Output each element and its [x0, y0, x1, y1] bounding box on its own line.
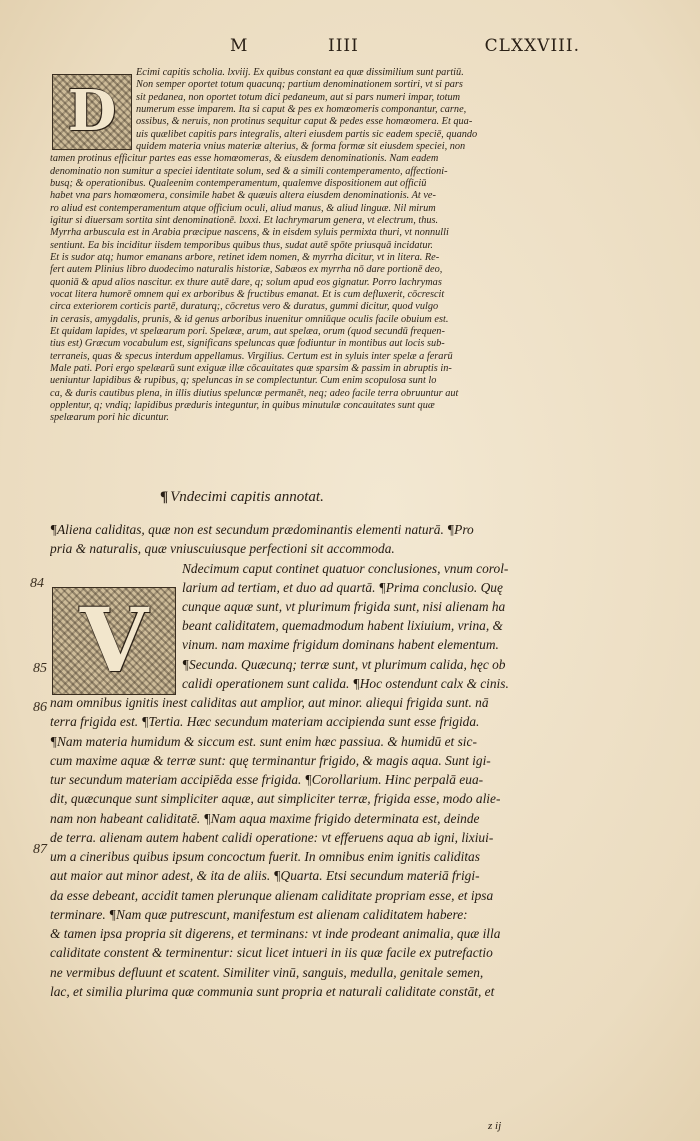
scholia-line: habet vna pars homœomera, consimile habet & quæuis altera eiusdem denominationis. At ve-	[50, 190, 436, 201]
scholia-line: ro aliud est contemperamentum atque officium oculi, aliud manus, & aliud linguæ. Nil mirum	[50, 203, 436, 214]
scholia-line: busq; & operationibus. Qualeenim contemperamentum, qualemve dispositionem aut officiū	[50, 178, 427, 189]
scholia-line: Et quidam lapides, vt spelæarum pori. Spelææ, arum, aut spelæa, orum (quod secundū frequen-	[50, 326, 445, 337]
annotation-line: & tamen ipsa propria sit digerens, et terminans: vt inde prodeant animalia, quæ illa	[50, 926, 501, 941]
annotation-line: aut maior aut minor adest, & ita de aliis. ¶Quarta. Etsi secundum materiā frigi-	[50, 868, 480, 883]
scholia-line: igitur si diuersam sortita sint denominationē. lxxxi. Et lachrymarum genera, vt electrum, thus.	[50, 215, 439, 226]
scholia-line: opplentur, q; vndiq; lapidibus præduris integuntur, in quibus minutulæ concauitates sunt quæ	[50, 400, 435, 411]
scholia-line: Myrrha arbuscula est in Arabia præcipue nascens, & in eisdem syluis permixta thuri, vt nonnulli	[50, 227, 449, 238]
pilcrow-mark: ¶	[160, 489, 169, 505]
annotation-line: caliditate constent & terminentur: sicut licet intueri in iis quæ facile ex putrefactio	[50, 945, 493, 960]
annotation-line: da esse debeant, accidit tamen plerunque alienam caliditate propriam esse, et ipsa	[50, 888, 494, 903]
annotation-line: larium ad tertiam, et duo ad quartā. ¶Prima conclusio. Quę	[182, 580, 503, 595]
scholia-line: numerum esse imparem. Ita si caput & pes ex homœomeris componantur, carne,	[136, 104, 467, 115]
scholia-line: tius est) Græcum vocabulum est, significans speluncas quæ fodiuntur in montibus aut locis sub-	[50, 338, 445, 349]
annotation-line: nam omnibus ignitis inest caliditas aut amplior, aut minor. aliequi frigida sunt. nā	[50, 695, 489, 710]
scholia-line: ueniuntur lapidibus & rupibus, q; speluncas in se complectuntur. Cum enim scopulosa sunt lo	[50, 375, 437, 386]
annotation-line: um a cineribus quibus ipsum concoctum fuerit. In omnibus enim ignitis caliditas	[50, 849, 480, 864]
drop-initial-d	[52, 74, 132, 150]
annotation-line: ¶Secunda. Quæcunq; terræ sunt, vt plurimum calida, hęc ob	[182, 657, 506, 672]
header-gathering: M	[230, 36, 249, 56]
scholia-line: terraneis, quas & specus interdum appellamus. Virgilius. Certum est in syluis inter spelæ a ferarū	[50, 351, 453, 362]
scholia-line: Non semper oportet totum quacunq; partium denominationem sortiri, vt si pars	[136, 79, 463, 90]
section-heading-text: Vndecimi capitis annotat.	[170, 489, 324, 505]
scholia-line: fert autem Plinius libro duodecimo naturalis historiæ, Sabæos ex myrrha nō dare portionē deo,	[50, 264, 443, 275]
running-header	[200, 36, 580, 56]
scholia-line: ossibus, & neruis, non protinus sequitur caput & pedes esse homœomera. Et qua-	[136, 116, 473, 127]
annotation-line: Ndecimum caput continet quatuor conclusiones, vnum corol-	[182, 561, 509, 576]
annotation-line: tur secundum materiam accipiēda esse frigida. ¶Corollarium. Hinc perpalā eua-	[50, 772, 484, 787]
annotation-line: cum maxime aquæ & terræ sunt: quę terminantur frigido, & magis aqua. Sunt igi-	[50, 753, 491, 768]
annotation-line: ne vermibus defluunt et scatent. Similiter vinū, sanguis, medulla, genitale semen,	[50, 965, 484, 980]
annotation-line: ¶Nam materia humidum & siccum est. sunt enim hæc passiua. & humidū et sic-	[50, 734, 477, 749]
margin-line-number: 84	[30, 576, 44, 591]
scholia-line: Ecimi capitis scholia. lxviij. Ex quibus constant ea quæ dissimilium sunt partiū.	[136, 67, 464, 78]
header-quire: IIII	[328, 36, 359, 56]
annotation-line: dit, quæcunque sunt simpliciter aquæ, aut simpliciter terræ, frigida esse, modo alie-	[50, 791, 501, 806]
scholia-line: uis quælibet capitis pars integralis, alteri eiusdem partis sic eadem speciē, quando	[136, 129, 478, 140]
annotation-line: ¶Aliena caliditas, quæ non est secundum prædominantis elementi naturā. ¶Pro	[50, 522, 474, 537]
scholia-line: denominatio non sumitur a speciei identitate solum, sed & a simili contemperamento, affectioni-	[50, 166, 448, 177]
drop-initial-v	[52, 587, 176, 695]
margin-line-number: 87	[33, 842, 47, 857]
scholia-line: ca, & duris cautibus plena, in illis diutius speluncæ permanēt, neq; adeo facile terra obruuntur aut	[50, 388, 459, 399]
scholia-line: sentiunt. Ea bis inciditur iisdem temporibus quibus thus, sudat autē spōte priusquā incidatur.	[50, 240, 433, 251]
scholia-line: sit pedanea, non oportet totum dici pedaneum, aut si pars numeri impar, totum	[136, 92, 461, 103]
annotation-line: de terra. alienam autem habent calidi operatione: vt efferuens aqua ab igni, lixiui-	[50, 830, 494, 845]
annotation-line: terminare. ¶Nam quæ putrescunt, manifestum est alienam caliditatem habere:	[50, 907, 468, 922]
initial-letter: D	[67, 78, 117, 144]
annotation-line: nam non habeant caliditatē. ¶Nam aqua maxime frigido determinata est, deinde	[50, 811, 480, 826]
signature-mark: z ij	[488, 1120, 502, 1132]
margin-line-number: 86	[33, 700, 47, 715]
annotation-line: calidi operationem sunt calida. ¶Hoc ostendunt calx & cinis.	[182, 676, 509, 691]
scholia-line: Male pati. Pori ergo spelæarū sunt exiguæ illæ cōcauitates quæ sparsim & passim in abruptis in-	[50, 363, 452, 374]
annotation-line: beant caliditatem, quemadmodum habent lixiuium, vrina, &	[182, 618, 503, 633]
annotation-line: lac, et similia plurima quæ communia sunt propria et naturali caliditate constāt, et	[50, 984, 495, 999]
header-folio-number: CLXXVIII.	[484, 36, 580, 56]
margin-line-number: 85	[33, 661, 47, 676]
initial-letter: V	[79, 588, 149, 692]
annotation-line: pria & naturalis, quæ vniuscuiusque perfectioni sit accommoda.	[50, 541, 395, 556]
annotation-line: vinum. nam maxime frigidum dominans habent elementum.	[182, 637, 499, 652]
scholia-line: quoniā & apud alios nascitur. ex thure autē dare, q; solum apud eos gignatur. Porro lachrymas	[50, 277, 442, 288]
scholia-line: vocat litera humorē omnem qui ex arboribus & fructibus emanat. Et is cum defluxerit, cōcrescit	[50, 289, 445, 300]
scholia-line: in cerasis, amygdalis, prunis, & id genus arboribus inuenitur omniūque oculis facile obuium est.	[50, 314, 449, 325]
scholia-line: spelæarum pori hic dicuntur.	[50, 412, 169, 423]
scholia-line: Et is sudor atq; humor emanans arbore, retinet idem nomen, & myrrha dicitur, vt in litera. Re-	[50, 252, 440, 263]
annotation-line: terra frigida est. ¶Tertia. Hæc secundum materiam accipienda sunt esse frigida.	[50, 714, 480, 729]
annotation-line: cunque aquæ sunt, vt plurimum frigida sunt, nisi alienam ha	[182, 599, 506, 614]
scholia-line: quidem materia vnius materiæ alterius, & forma formæ sit eiusdem speciei, non	[136, 141, 466, 152]
section-heading	[160, 489, 324, 506]
scholia-line: tamen protinus efficitur partes eas esse homœomeras, & eiusdem denominationis. Nam eadem	[50, 153, 439, 164]
scholia-line: circa exteriorem corticis partē, duraturq;, cōcretus vero & duratus, gummi dicitur, quod vulgo	[50, 301, 439, 312]
